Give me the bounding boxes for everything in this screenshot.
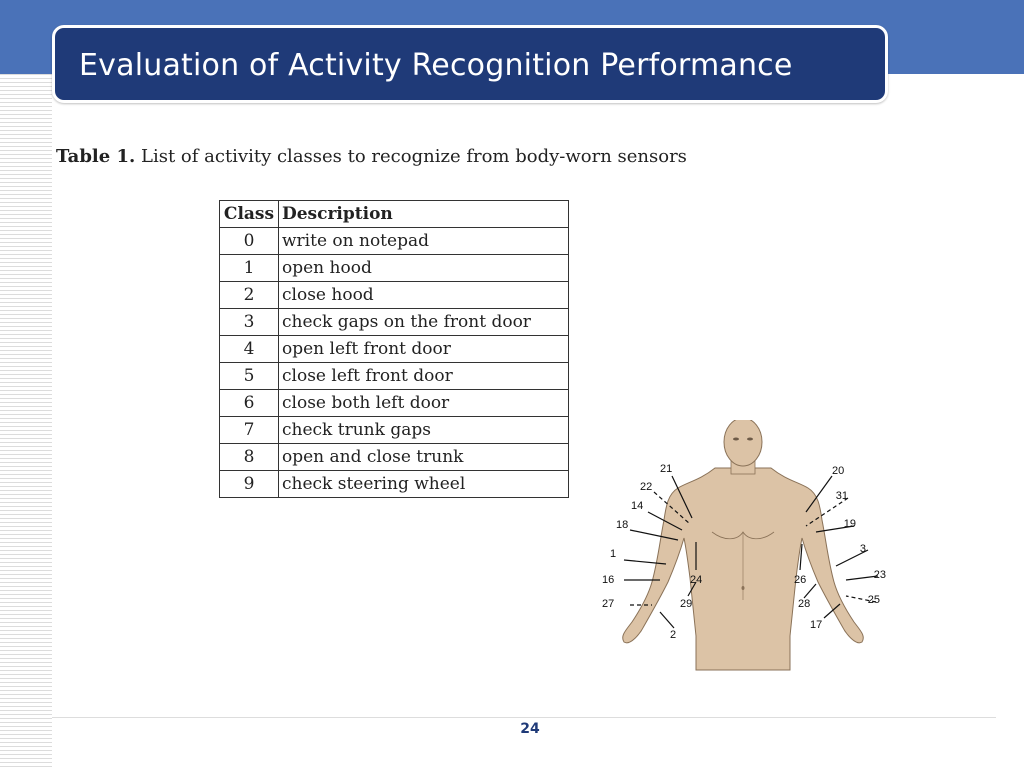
table-row	[220, 255, 569, 282]
header-description: Description	[279, 201, 569, 228]
description-cell: open left front door	[279, 336, 569, 363]
description-cell: close hood	[279, 282, 569, 309]
table-caption	[56, 146, 687, 167]
sensor-label-27: 27	[602, 598, 615, 610]
sensor-label-29: 29	[680, 598, 693, 610]
table-row	[220, 390, 569, 417]
body-sensor-figure	[600, 420, 890, 680]
table-row	[220, 471, 569, 498]
sensor-label-2: 2	[670, 629, 677, 641]
class-cell: 0	[220, 228, 279, 255]
right-eye	[747, 438, 753, 441]
left-decoration	[0, 74, 52, 768]
class-cell: 4	[220, 336, 279, 363]
table-row	[220, 336, 569, 363]
header-class: Class	[220, 201, 279, 228]
table-row	[220, 228, 569, 255]
class-cell: 8	[220, 444, 279, 471]
table-header-row	[220, 201, 569, 228]
sensor-label-26: 26	[794, 574, 807, 586]
sensor-label-19: 19	[843, 518, 856, 530]
description-cell: check gaps on the front door	[279, 309, 569, 336]
sensor-label-17: 17	[810, 619, 823, 631]
page-number: 24	[520, 721, 540, 737]
class-cell: 9	[220, 471, 279, 498]
sensor-label-3: 3	[859, 543, 866, 555]
sensor-label-28: 28	[798, 598, 811, 610]
table-row	[220, 363, 569, 390]
table-row	[220, 444, 569, 471]
navel	[742, 586, 745, 590]
sensor-label-25: 25	[867, 594, 880, 606]
class-cell: 2	[220, 282, 279, 309]
sensor-label-16: 16	[602, 574, 615, 586]
sensor-label-24: 24	[690, 574, 703, 586]
table-row	[220, 417, 569, 444]
caption-text: List of activity classes to recognize from body-worn sensors	[135, 146, 687, 167]
sensor-label-22: 22	[640, 481, 653, 493]
sensor-label-18: 18	[616, 519, 629, 531]
sensor-label-1: 1	[610, 548, 617, 560]
table-row	[220, 309, 569, 336]
class-cell: 7	[220, 417, 279, 444]
sensor-label-14: 14	[631, 500, 644, 512]
description-cell: check trunk gaps	[279, 417, 569, 444]
sensor-leader-2	[660, 612, 674, 628]
description-cell: write on notepad	[279, 228, 569, 255]
description-cell: close both left door	[279, 390, 569, 417]
class-cell: 5	[220, 363, 279, 390]
activity-class-table	[219, 200, 569, 498]
description-cell: check steering wheel	[279, 471, 569, 498]
sensor-label-20: 20	[832, 465, 845, 477]
sensor-label-21: 21	[660, 463, 673, 475]
description-cell: open and close trunk	[279, 444, 569, 471]
sensor-leader-28	[804, 584, 816, 598]
class-cell: 6	[220, 390, 279, 417]
left-eye	[733, 438, 739, 441]
table-row	[220, 282, 569, 309]
sensor-label-23: 23	[873, 569, 886, 581]
title-box	[52, 25, 888, 103]
slide-title: Evaluation of Activity Recognition Performance	[79, 48, 793, 83]
class-cell: 3	[220, 309, 279, 336]
class-cell: 1	[220, 255, 279, 282]
caption-label: Table 1.	[56, 146, 136, 167]
head	[724, 420, 762, 466]
sensor-label-31: 31	[835, 490, 848, 502]
description-cell: open hood	[279, 255, 569, 282]
footer-divider	[52, 717, 996, 718]
human-body-illustration	[623, 420, 864, 670]
description-cell: close left front door	[279, 363, 569, 390]
